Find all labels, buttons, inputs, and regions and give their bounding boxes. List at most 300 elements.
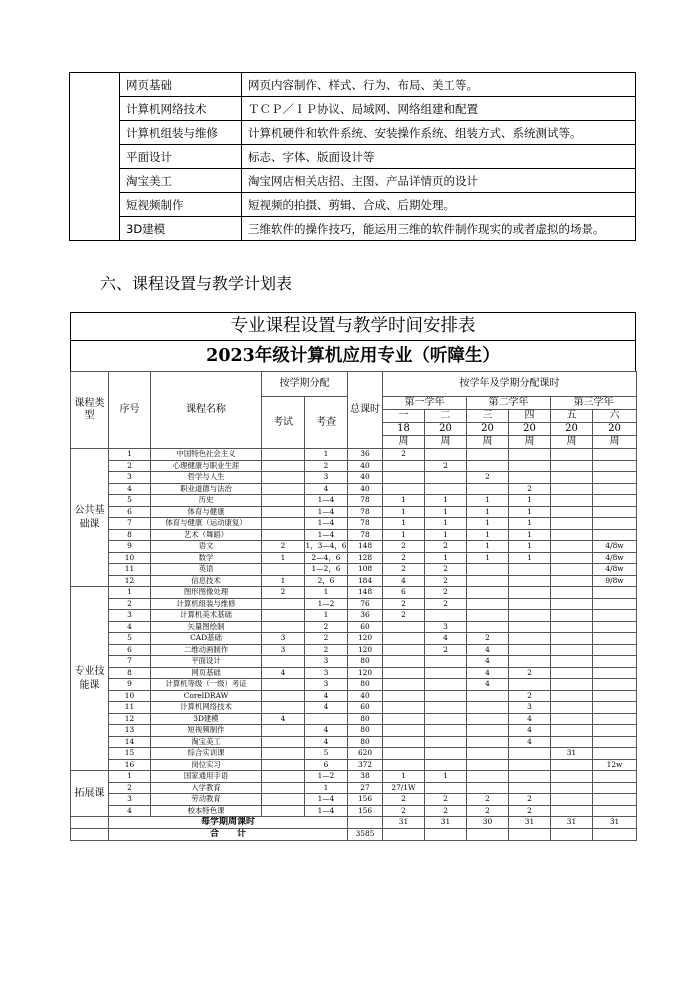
semester-hours bbox=[593, 736, 637, 748]
description-row bbox=[70, 145, 636, 169]
semester-hours: 4 bbox=[383, 575, 425, 587]
weekly-hours: 31 bbox=[383, 817, 425, 829]
row-number: 9 bbox=[109, 679, 151, 691]
semester-hours: 1 bbox=[425, 518, 467, 530]
row-number: 1 bbox=[109, 587, 151, 599]
semester-hours: 1 bbox=[467, 552, 509, 564]
semester-hours bbox=[593, 748, 637, 760]
header-week-unit: 周 bbox=[383, 436, 425, 449]
row-number: 1 bbox=[109, 771, 151, 783]
exam-semester: 1 bbox=[262, 552, 305, 564]
total-hours: 40 bbox=[348, 460, 383, 472]
total-hours: 80 bbox=[348, 736, 383, 748]
check-semester: 1 bbox=[305, 782, 348, 794]
table-row bbox=[71, 610, 637, 622]
table-row bbox=[71, 748, 637, 760]
header-week-unit: 周 bbox=[593, 436, 637, 449]
exam-semester bbox=[262, 702, 305, 714]
semester-hours bbox=[467, 713, 509, 725]
semester-hours bbox=[551, 725, 593, 737]
description-course: 计算机组装与维修 bbox=[120, 121, 242, 145]
semester-hours bbox=[467, 449, 509, 461]
semester-hours: 4 bbox=[467, 679, 509, 691]
weekly-hours: 31 bbox=[551, 817, 593, 829]
description-row bbox=[70, 97, 636, 121]
semester-hours bbox=[551, 644, 593, 656]
table-row bbox=[71, 483, 637, 495]
row-number: 9 bbox=[109, 541, 151, 553]
semester-hours bbox=[383, 736, 425, 748]
semester-hours bbox=[425, 656, 467, 668]
table-row bbox=[71, 518, 637, 530]
semester-hours: 1 bbox=[383, 771, 425, 783]
weekly-hours: 31 bbox=[509, 817, 551, 829]
check-semester: 4 bbox=[305, 483, 348, 495]
course-name: 劳动教育 bbox=[151, 794, 262, 806]
semester-hours bbox=[467, 748, 509, 760]
total-hours: 36 bbox=[348, 449, 383, 461]
course-group-label: 拓展课 bbox=[71, 771, 109, 817]
total-hours: 60 bbox=[348, 702, 383, 714]
exam-semester bbox=[262, 598, 305, 610]
semester-hours bbox=[467, 771, 509, 783]
course-name: 计算机网络技术 bbox=[151, 702, 262, 714]
semester-hours bbox=[551, 736, 593, 748]
semester-hours bbox=[383, 472, 425, 484]
check-semester: 1—4 bbox=[305, 529, 348, 541]
row-number: 5 bbox=[109, 495, 151, 507]
header-semester: 六 bbox=[593, 410, 637, 423]
course-name: CorelDRAW bbox=[151, 690, 262, 702]
semester-hours: 1 bbox=[425, 495, 467, 507]
course-name: 网页基础 bbox=[151, 667, 262, 679]
semester-hours bbox=[425, 472, 467, 484]
semester-hours bbox=[593, 771, 637, 783]
semester-hours bbox=[551, 782, 593, 794]
course-name: 心理健康与职业生涯 bbox=[151, 460, 262, 472]
semester-hours: 4/8w bbox=[593, 552, 637, 564]
description-content: ＴＣＰ／ＩＰ协议、局域网、网络组建和配置 bbox=[242, 97, 636, 121]
total-hours: 620 bbox=[348, 748, 383, 760]
total-hours: 78 bbox=[348, 495, 383, 507]
row-number: 11 bbox=[109, 564, 151, 576]
check-semester: 2 bbox=[305, 644, 348, 656]
check-semester: 1 bbox=[305, 587, 348, 599]
description-row bbox=[70, 169, 636, 193]
header-check: 考查 bbox=[305, 397, 348, 449]
total-hours: 184 bbox=[348, 575, 383, 587]
exam-semester: 3 bbox=[262, 633, 305, 645]
weekly-hours: 30 bbox=[467, 817, 509, 829]
exam-semester bbox=[262, 794, 305, 806]
semester-hours: 2 bbox=[383, 598, 425, 610]
semester-hours bbox=[551, 713, 593, 725]
total-hours: 60 bbox=[348, 621, 383, 633]
semester-hours: 4 bbox=[425, 633, 467, 645]
semester-hours bbox=[593, 460, 637, 472]
course-name: 计算机组装与维修 bbox=[151, 598, 262, 610]
semester-hours bbox=[551, 805, 593, 817]
table-row bbox=[71, 656, 637, 668]
semester-hours: 2 bbox=[383, 541, 425, 553]
semester-hours: 2 bbox=[509, 483, 551, 495]
table-row bbox=[71, 552, 637, 564]
semester-hours bbox=[425, 702, 467, 714]
exam-semester bbox=[262, 449, 305, 461]
semester-hours bbox=[551, 633, 593, 645]
grand-total-row bbox=[71, 828, 637, 840]
row-number: 8 bbox=[109, 667, 151, 679]
header-week-unit: 周 bbox=[425, 436, 467, 449]
semester-hours: 3 bbox=[425, 621, 467, 633]
check-semester: 4 bbox=[305, 725, 348, 737]
semester-hours bbox=[551, 575, 593, 587]
course-name: 入学教育 bbox=[151, 782, 262, 794]
semester-hours bbox=[425, 610, 467, 622]
exam-semester: 4 bbox=[262, 667, 305, 679]
table-row bbox=[71, 598, 637, 610]
semester-hours bbox=[509, 564, 551, 576]
description-content: 淘宝网店相关店招、主图、产品详情页的设计 bbox=[242, 169, 636, 193]
total-hours: 156 bbox=[348, 794, 383, 806]
semester-hours bbox=[551, 667, 593, 679]
semester-hours bbox=[593, 794, 637, 806]
check-semester: 1—2 bbox=[305, 771, 348, 783]
semester-hours bbox=[593, 713, 637, 725]
semester-hours bbox=[593, 633, 637, 645]
header-year2: 第二学年 bbox=[467, 397, 551, 410]
semester-hours bbox=[467, 759, 509, 771]
header-by-year: 按学年及学期分配课时 bbox=[383, 372, 637, 397]
check-semester: 2 bbox=[305, 633, 348, 645]
semester-hours bbox=[467, 621, 509, 633]
semester-hours bbox=[509, 598, 551, 610]
table-row bbox=[71, 713, 637, 725]
semester-hours bbox=[551, 598, 593, 610]
course-name: 二维动画制作 bbox=[151, 644, 262, 656]
weekly-blank bbox=[71, 817, 109, 829]
check-semester: 1—4 bbox=[305, 495, 348, 507]
semester-hours bbox=[425, 736, 467, 748]
total-hours: 156 bbox=[348, 805, 383, 817]
semester-hours: 2 bbox=[425, 644, 467, 656]
description-row bbox=[70, 217, 636, 241]
course-name: 平面设计 bbox=[151, 656, 262, 668]
exam-semester bbox=[262, 725, 305, 737]
semester-hours bbox=[467, 460, 509, 472]
semester-hours bbox=[383, 713, 425, 725]
weekly-total-blank bbox=[348, 817, 383, 829]
semester-hours: 1 bbox=[425, 506, 467, 518]
semester-hours bbox=[593, 702, 637, 714]
semester-hours bbox=[593, 644, 637, 656]
table-row bbox=[71, 472, 637, 484]
semester-hours bbox=[467, 575, 509, 587]
total-hours: 40 bbox=[348, 690, 383, 702]
semester-hours bbox=[509, 449, 551, 461]
blank-cell bbox=[70, 73, 120, 241]
semester-hours bbox=[383, 759, 425, 771]
semester-hours bbox=[593, 679, 637, 691]
header-semester: 五 bbox=[551, 410, 593, 423]
exam-semester: 2 bbox=[262, 587, 305, 599]
row-number: 7 bbox=[109, 656, 151, 668]
course-name: 艺术（舞蹈） bbox=[151, 529, 262, 541]
check-semester: 1—4 bbox=[305, 518, 348, 530]
weekly-hours-row bbox=[71, 817, 637, 829]
semester-hours: 1 bbox=[383, 529, 425, 541]
table-row bbox=[71, 564, 637, 576]
semester-hours bbox=[593, 598, 637, 610]
semester-hours bbox=[593, 690, 637, 702]
table-row bbox=[71, 506, 637, 518]
row-number: 15 bbox=[109, 748, 151, 760]
total-empty bbox=[593, 828, 637, 840]
semester-hours: 6 bbox=[383, 587, 425, 599]
header-semester: 三 bbox=[467, 410, 509, 423]
semester-hours: 2 bbox=[509, 690, 551, 702]
course-description-table bbox=[69, 72, 636, 241]
table-row bbox=[71, 621, 637, 633]
semester-hours bbox=[425, 679, 467, 691]
check-semester: 4 bbox=[305, 690, 348, 702]
total-hours: 76 bbox=[348, 598, 383, 610]
header-number: 序号 bbox=[109, 372, 151, 449]
semester-hours bbox=[383, 644, 425, 656]
total-blank bbox=[71, 828, 109, 840]
semester-hours: 2 bbox=[425, 564, 467, 576]
table-row bbox=[71, 759, 637, 771]
semester-hours: 4 bbox=[509, 713, 551, 725]
schedule-subtitle: 2023年级计算机应用专业（听障生） bbox=[70, 340, 636, 371]
semester-hours: 4 bbox=[467, 644, 509, 656]
row-number: 4 bbox=[109, 805, 151, 817]
semester-hours bbox=[383, 725, 425, 737]
table-row bbox=[71, 725, 637, 737]
semester-hours bbox=[509, 759, 551, 771]
total-hours: 80 bbox=[348, 713, 383, 725]
exam-semester bbox=[262, 748, 305, 760]
semester-hours: 4/8w bbox=[593, 564, 637, 576]
header-week-unit: 周 bbox=[467, 436, 509, 449]
exam-semester bbox=[262, 529, 305, 541]
check-semester: 1 bbox=[305, 449, 348, 461]
course-name: 国家通用手语 bbox=[151, 771, 262, 783]
semester-hours bbox=[467, 598, 509, 610]
description-content: 计算机硬件和软件系统、安装操作系统、组装方式、系统测试等。 bbox=[242, 121, 636, 145]
row-number: 2 bbox=[109, 460, 151, 472]
header-exam: 考试 bbox=[262, 397, 305, 449]
course-name: CAD基础 bbox=[151, 633, 262, 645]
check-semester: 1—4 bbox=[305, 805, 348, 817]
row-number: 4 bbox=[109, 483, 151, 495]
semester-hours bbox=[467, 587, 509, 599]
semester-hours: 1 bbox=[509, 552, 551, 564]
row-number: 11 bbox=[109, 702, 151, 714]
semester-hours: 2 bbox=[467, 472, 509, 484]
semester-hours bbox=[467, 564, 509, 576]
semester-hours bbox=[551, 656, 593, 668]
description-course: 平面设计 bbox=[120, 145, 242, 169]
header-by-semester: 按学期分配 bbox=[262, 372, 348, 397]
semester-hours bbox=[551, 541, 593, 553]
semester-hours: 2 bbox=[467, 794, 509, 806]
semester-hours bbox=[509, 460, 551, 472]
semester-hours bbox=[425, 449, 467, 461]
weekly-hours: 31 bbox=[425, 817, 467, 829]
schedule-table bbox=[70, 371, 637, 841]
course-name: 3D建模 bbox=[151, 713, 262, 725]
description-row bbox=[70, 193, 636, 217]
row-number: 12 bbox=[109, 713, 151, 725]
semester-hours: 2 bbox=[383, 552, 425, 564]
semester-hours: 4 bbox=[509, 725, 551, 737]
total-empty bbox=[425, 828, 467, 840]
course-name: 体育与健康（运动康复） bbox=[151, 518, 262, 530]
semester-hours: 1 bbox=[383, 518, 425, 530]
description-content: 三维软件的操作技巧，能运用三维的软件制作现实的或者虚拟的场景。 bbox=[242, 217, 636, 241]
weekly-hours: 31 bbox=[593, 817, 637, 829]
row-number: 6 bbox=[109, 506, 151, 518]
semester-hours bbox=[551, 771, 593, 783]
exam-semester: 3 bbox=[262, 644, 305, 656]
description-course: 淘宝美工 bbox=[120, 169, 242, 193]
exam-semester bbox=[262, 805, 305, 817]
semester-hours bbox=[593, 610, 637, 622]
total-hours: 120 bbox=[348, 644, 383, 656]
semester-hours bbox=[551, 552, 593, 564]
semester-hours: 9/8w bbox=[593, 575, 637, 587]
semester-hours bbox=[551, 460, 593, 472]
header-semester: 四 bbox=[509, 410, 551, 423]
row-number: 3 bbox=[109, 794, 151, 806]
semester-hours: 4 bbox=[467, 656, 509, 668]
check-semester: 4 bbox=[305, 736, 348, 748]
total-hours: 78 bbox=[348, 529, 383, 541]
semester-hours bbox=[593, 725, 637, 737]
semester-hours bbox=[383, 656, 425, 668]
semester-hours: 2 bbox=[467, 805, 509, 817]
total-hours: 38 bbox=[348, 771, 383, 783]
table-row bbox=[71, 460, 637, 472]
semester-hours bbox=[593, 449, 637, 461]
semester-hours bbox=[551, 690, 593, 702]
check-semester: 1—4 bbox=[305, 794, 348, 806]
semester-hours: 2 bbox=[425, 575, 467, 587]
semester-hours: 2 bbox=[383, 564, 425, 576]
course-name: 职业道德与法治 bbox=[151, 483, 262, 495]
exam-semester bbox=[262, 771, 305, 783]
course-group-label: 专业技能课 bbox=[71, 587, 109, 771]
semester-hours bbox=[593, 656, 637, 668]
semester-hours bbox=[509, 575, 551, 587]
semester-hours bbox=[593, 506, 637, 518]
semester-hours bbox=[593, 782, 637, 794]
semester-hours bbox=[383, 690, 425, 702]
total-hours: 372 bbox=[348, 759, 383, 771]
total-hours: 40 bbox=[348, 483, 383, 495]
total-hours: 78 bbox=[348, 518, 383, 530]
exam-semester bbox=[262, 690, 305, 702]
exam-semester bbox=[262, 621, 305, 633]
semester-hours: 1 bbox=[509, 529, 551, 541]
description-course: 计算机网络技术 bbox=[120, 97, 242, 121]
semester-hours: 1 bbox=[467, 506, 509, 518]
check-semester bbox=[305, 713, 348, 725]
semester-hours bbox=[467, 690, 509, 702]
header-weeks: 20 bbox=[467, 423, 509, 436]
exam-semester bbox=[262, 782, 305, 794]
semester-hours bbox=[551, 587, 593, 599]
semester-hours: 1 bbox=[509, 506, 551, 518]
semester-hours: 2 bbox=[425, 541, 467, 553]
row-number: 3 bbox=[109, 472, 151, 484]
semester-hours bbox=[593, 529, 637, 541]
grand-total-hours: 3585 bbox=[348, 828, 383, 840]
semester-hours: 2 bbox=[383, 610, 425, 622]
semester-hours bbox=[425, 667, 467, 679]
header-course-name: 课程名称 bbox=[151, 372, 262, 449]
semester-hours: 1 bbox=[467, 529, 509, 541]
row-number: 12 bbox=[109, 575, 151, 587]
semester-hours bbox=[509, 621, 551, 633]
check-semester: 3 bbox=[305, 667, 348, 679]
check-semester: 2 bbox=[305, 460, 348, 472]
course-name: 哲学与人生 bbox=[151, 472, 262, 484]
semester-hours bbox=[593, 621, 637, 633]
semester-hours: 27/1W bbox=[383, 782, 425, 794]
semester-hours: 2 bbox=[425, 587, 467, 599]
table-row bbox=[71, 805, 637, 817]
table-row bbox=[71, 495, 637, 507]
semester-hours bbox=[383, 679, 425, 691]
header-course-type: 课程类型 bbox=[71, 372, 109, 449]
course-name: 体育与健康 bbox=[151, 506, 262, 518]
total-hours: 120 bbox=[348, 667, 383, 679]
description-content: 标志、字体、版面设计等 bbox=[242, 145, 636, 169]
semester-hours bbox=[509, 472, 551, 484]
semester-hours bbox=[383, 748, 425, 760]
course-name: 综合实训课 bbox=[151, 748, 262, 760]
semester-hours bbox=[509, 679, 551, 691]
exam-semester bbox=[262, 460, 305, 472]
description-course: 网页基础 bbox=[120, 73, 242, 97]
schedule-title: 专业课程设置与教学时间安排表 bbox=[70, 312, 636, 340]
total-label: 合 计 bbox=[109, 828, 348, 840]
description-course: 3D建模 bbox=[120, 217, 242, 241]
semester-hours bbox=[551, 679, 593, 691]
check-semester: 5 bbox=[305, 748, 348, 760]
header-semester: 一 bbox=[383, 410, 425, 423]
semester-hours bbox=[509, 782, 551, 794]
semester-hours: 2 bbox=[425, 805, 467, 817]
course-name: 图形图像处理 bbox=[151, 587, 262, 599]
semester-hours bbox=[551, 702, 593, 714]
header-semester: 二 bbox=[425, 410, 467, 423]
semester-hours bbox=[551, 483, 593, 495]
course-name: 中国特色社会主义 bbox=[151, 449, 262, 461]
header-week-unit: 周 bbox=[551, 436, 593, 449]
total-hours: 108 bbox=[348, 564, 383, 576]
semester-hours bbox=[551, 794, 593, 806]
table-row bbox=[71, 771, 637, 783]
table-row bbox=[71, 644, 637, 656]
row-number: 4 bbox=[109, 621, 151, 633]
semester-hours: 2 bbox=[383, 449, 425, 461]
semester-hours bbox=[467, 610, 509, 622]
row-number: 14 bbox=[109, 736, 151, 748]
row-number: 8 bbox=[109, 529, 151, 541]
